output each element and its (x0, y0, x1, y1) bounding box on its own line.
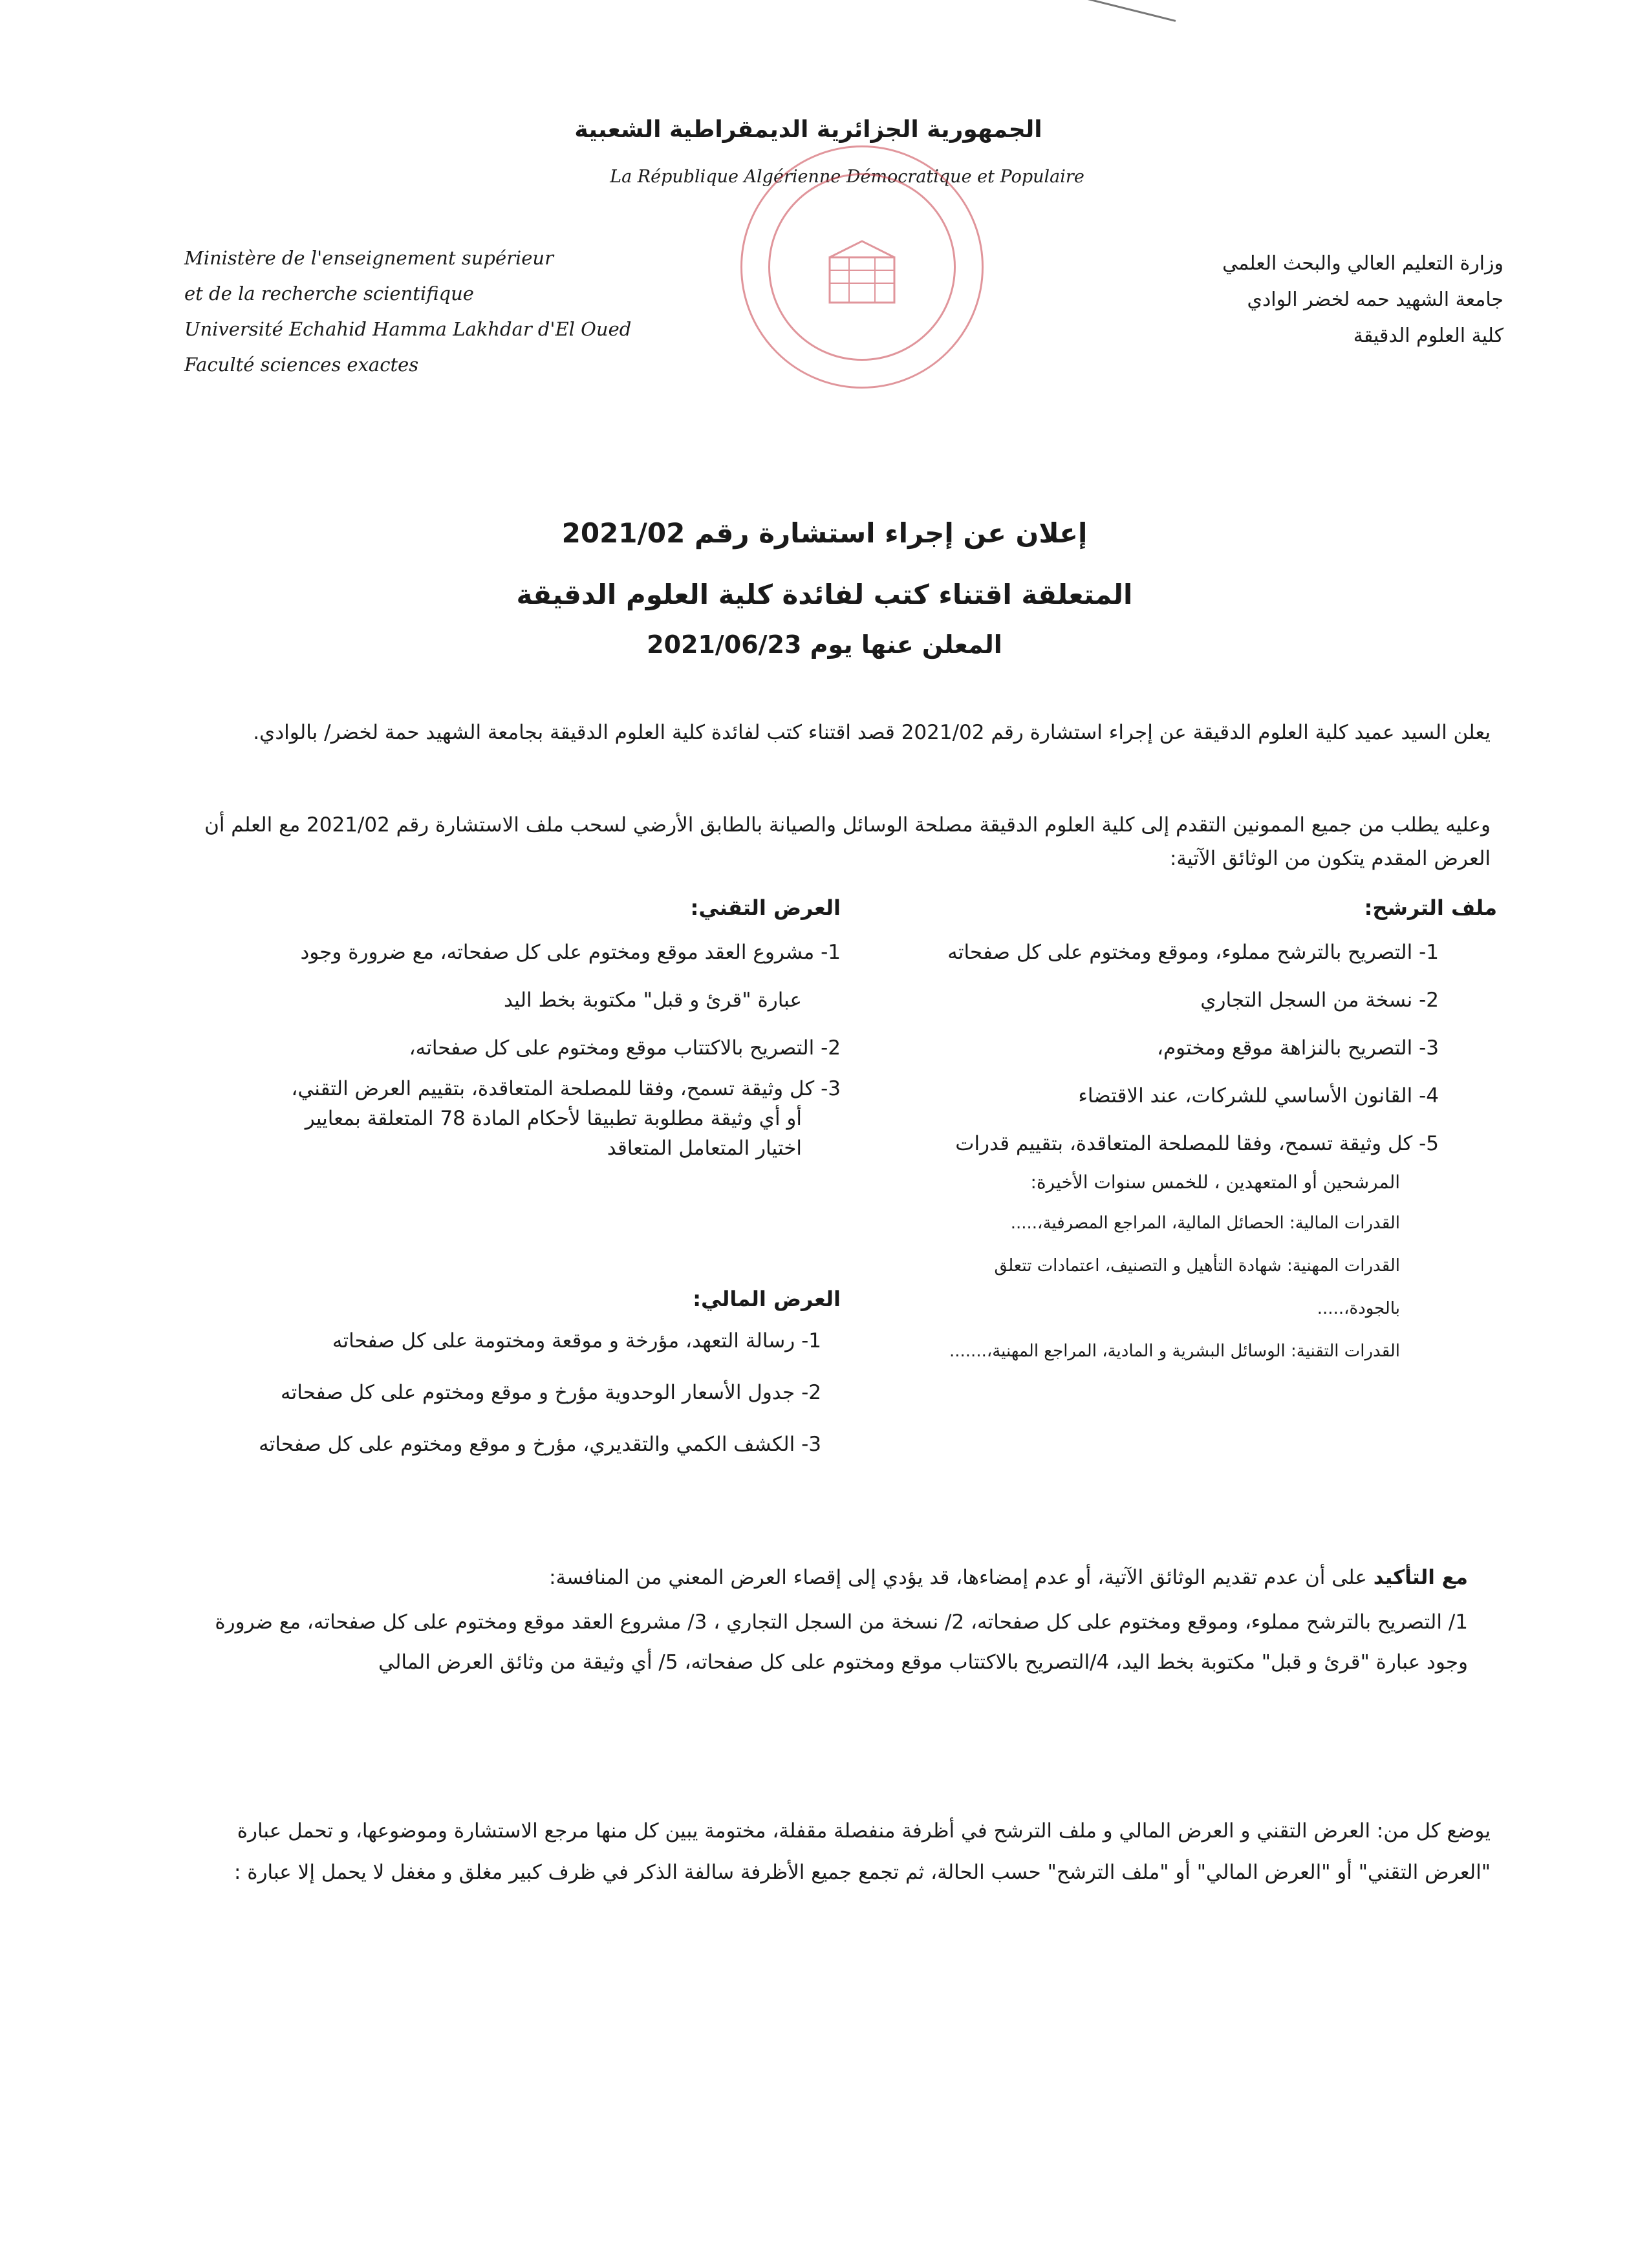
republic-title-fr: La République Algérienne Démocratique et Populaire (610, 167, 1084, 187)
technical-section (155, 895, 841, 1163)
candidature-section (841, 895, 1497, 1373)
list-item: 3- التصريح بالنزاهة موقع ومختوم، (1156, 1036, 1439, 1060)
intro-paragraph-1: يعلن السيد عميد كلية العلوم الدقيقة عن إجراء استشارة رقم 2021/02 قصد اقتناء كتب لفائدة كلية العلوم الدقيقة بجامعة الشهيد حمة لخضر/ بالوادي. (253, 721, 1491, 744)
official-stamp (740, 145, 984, 389)
list-item: 3- الكشف الكمي والتقديري، مؤرخ و موقع ومختوم على كل صفحاته (259, 1433, 821, 1456)
university-line: Université Echahid Hamma Lakhdar d'El Oued (184, 318, 632, 340)
capacity-item: القدرات المهنية: شهادة التأهيل و التصنيف، اعتمادات تتعلق (994, 1256, 1400, 1276)
ministry-block-ar (1222, 246, 1503, 354)
list-item: 3- كل وثيقة تسمح، وفقا للمصلحة المتعاقدة، بتقييم العرض التقني، (291, 1077, 841, 1100)
capacity-item: القدرات المالية: الحصائل المالية، المراجع المصرفية،..... (1010, 1214, 1400, 1233)
emphasis-body: 1/ التصريح بالترشح مملوء، وموقع ومختوم على كل صفحاته، 2/ نسخة من السجل التجاري ، 3/ مشروع العقد موقع ومختوم على كل صفحاته، مع ضرورة وجود عبارة "قرئ و قبل" مكتوبة بخط اليد، 4/التصريح بالاكتتاب موقع ومختوم على كل صفحاته، 5/ أي وثيقة من وثائق العرض المالي (215, 1610, 1468, 1674)
financial-section (155, 1287, 841, 1464)
ministry-line-ar: وزارة التعليم العالي والبحث العلمي (1222, 252, 1503, 275)
list-item: 1- رسالة التعهد، مؤرخة و موقعة ومختومة على كل صفحاته (332, 1329, 821, 1353)
capacity-item: بالجودة،..... (1317, 1299, 1400, 1318)
list-item-continuation: اختيار المتعامل المتعاقد (607, 1137, 802, 1160)
announcement-subject: المتعلقة اقتناء كتب لفائدة كلية العلوم الدقيقة (516, 579, 1133, 610)
announcement-title: إعلان عن إجراء استشارة رقم 2021/02 (561, 517, 1088, 549)
republic-title-ar: الجمهورية الجزائرية الديمقراطية الشعبية (574, 116, 1042, 143)
intro-paragraph-2: وعليه يطلب من جميع الممونين التقدم إلى كلية العلوم الدقيقة مصلحة الوسائل والصيانة بالطابق الأرضي لسحب ملف الاستشارة رقم 2021/02 مع العلم أن العرض المقدم يتكون من الوثائق الآتية: (204, 813, 1491, 870)
ministry-line: et de la recherche scientifique (184, 283, 474, 305)
candidature-heading: ملف الترشح: (1364, 895, 1497, 920)
list-item: 4- القانون الأساسي للشركات، عند الاقتضاء (1078, 1084, 1439, 1107)
university-line-ar: جامعة الشهيد حمه لخضر الوادي (1247, 288, 1503, 311)
list-item: 2- نسخة من السجل التجاري (1200, 989, 1439, 1012)
ministry-block-fr (184, 241, 631, 383)
faculty-line: Faculté sciences exactes (184, 354, 419, 376)
faculty-line-ar: كلية العلوم الدقيقة (1353, 325, 1503, 347)
emphasis-intro (181, 1558, 1468, 1597)
ministry-line: Ministère de l'enseignement supérieur (184, 247, 554, 269)
list-item: 2- التصريح بالاكتتاب موقع ومختوم على كل صفحاته، (409, 1036, 841, 1060)
closing-paragraph: يوضع كل من: العرض التقني و العرض المالي و ملف الترشح في أظرفة منفصلة مقفلة، مختومة يبين كل منها مرجع الاستشارة وموضوعها، و تحمل عبارة "العرض التقني" أو "العرض المالي" أو "ملف الترشح" حسب الحالة، ثم تجمع جميع الأظرفة سالفة الذكر في ظرف كبير مغلق و مغفل لا يحمل إلا عبارة : (233, 1819, 1491, 1884)
emphasis-rest: على أن عدم تقديم الوثائق الآتية، أو عدم إمضاءها، قد يؤدي إلى إقصاء العرض المعني من المنافسة: (549, 1566, 1374, 1589)
financial-heading: العرض المالي: (693, 1287, 841, 1311)
list-item: 1- التصريح بالترشح مملوء، وموقع ومختوم على كل صفحاته (947, 941, 1439, 964)
emphasis-lead: مع التأكيد (1373, 1566, 1468, 1589)
list-item: 2- جدول الأسعار الوحدوية مؤرخ و موقع ومختوم على كل صفحاته (281, 1381, 821, 1404)
building-icon (823, 238, 901, 309)
pen-mark (1088, 0, 1176, 22)
list-item-continuation: أو أي وثيقة مطلوبة تطبيقا لأحكام المادة 78 المتعلقة بمعايير (305, 1107, 802, 1130)
announcement-date: المعلن عنها يوم 2021/06/23 (647, 630, 1002, 659)
sub-intro: المرشحين أو المتعهدين ، للخمس سنوات الأخيرة: (1030, 1171, 1400, 1193)
list-item-continuation: عبارة "قرئ و قبل" مكتوبة بخط اليد (503, 989, 802, 1012)
list-item: 1- مشروع العقد موقع ومختوم على كل صفحاته، مع ضرورة وجود (300, 941, 841, 964)
technical-heading: العرض التقني: (690, 895, 841, 920)
capacity-item: القدرات التقنية: الوسائل البشرية و المادية، المراجع المهنية،....... (949, 1342, 1400, 1361)
list-item: 5- كل وثيقة تسمح، وفقا للمصلحة المتعاقدة، بتقييم قدرات (955, 1132, 1439, 1155)
